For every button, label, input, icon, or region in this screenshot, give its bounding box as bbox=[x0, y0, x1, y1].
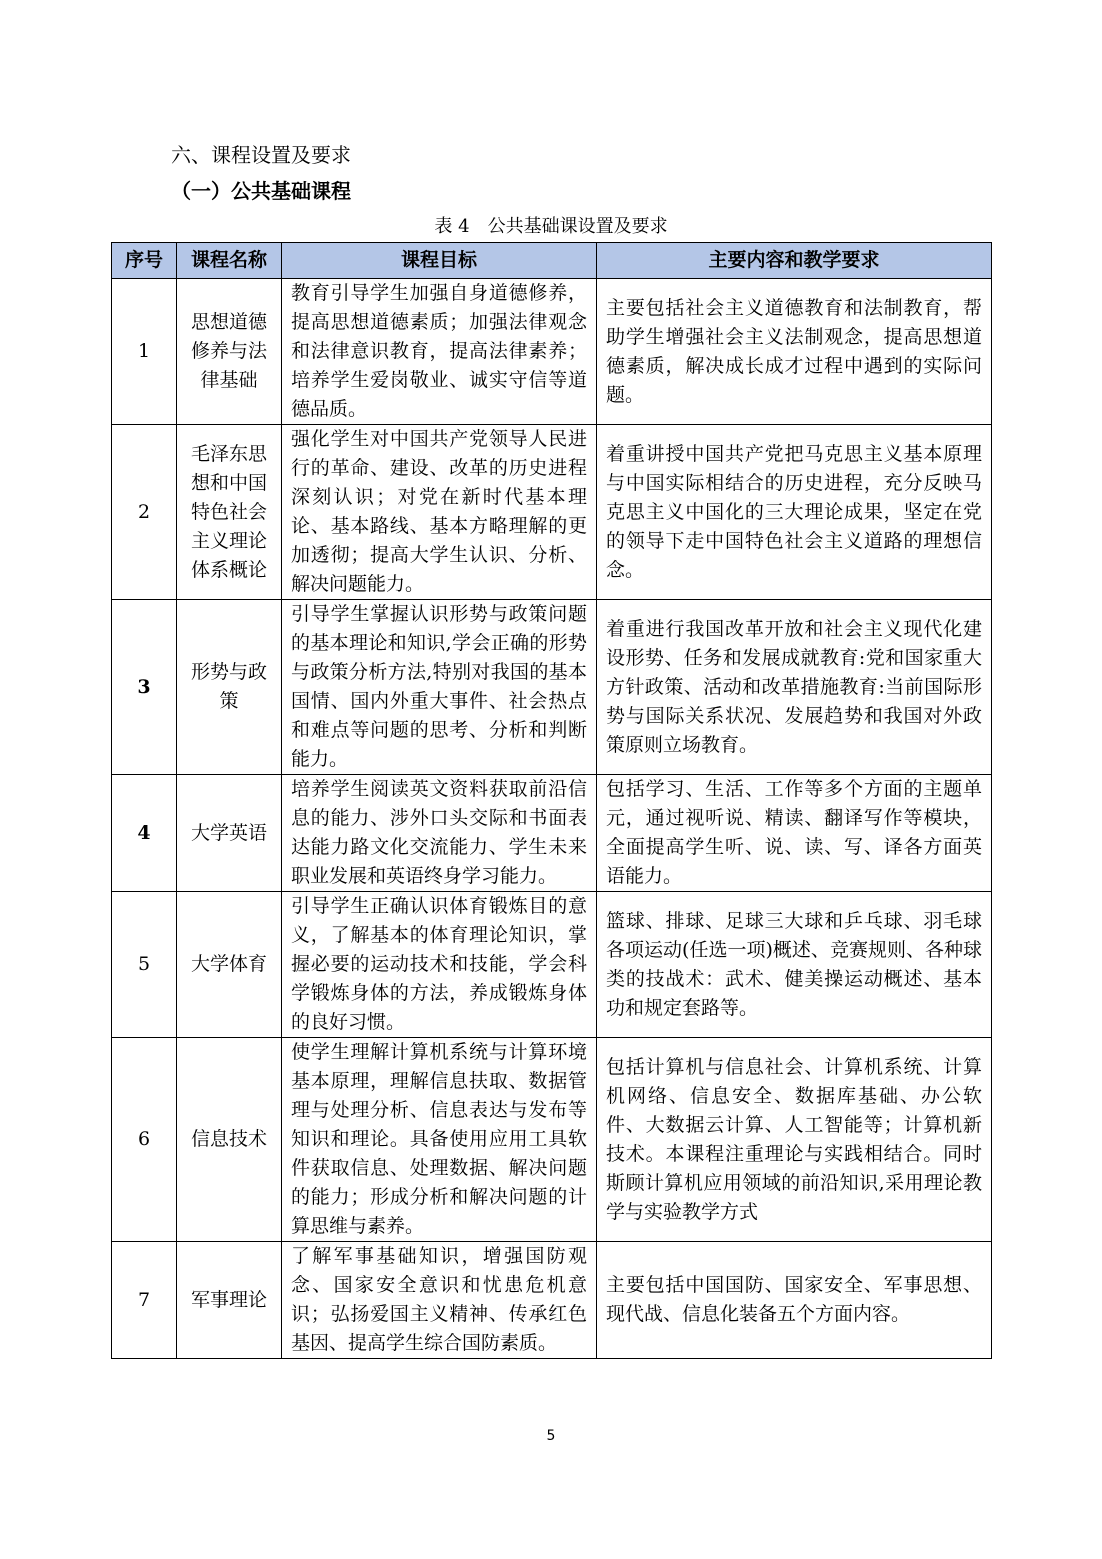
row-goal: 培养学生阅读英文资料获取前沿信息的能力、涉外口头交际和书面表达能力路文化交流能力、学生未来职业发展和英语终身学习能力。 bbox=[282, 775, 597, 892]
row-goal: 强化学生对中国共产党领导人民进行的革命、建设、改革的历史进程深刻认识；对党在新时代基本理论、基本路线、基本方略理解的更加透彻；提高大学生认识、分析、解决问题能力。 bbox=[282, 425, 597, 600]
row-name: 军事理论 bbox=[177, 1242, 282, 1359]
page-number: 5 bbox=[546, 1428, 556, 1444]
row-content: 包括学习、生活、工作等多个方面的主题单元，通过视听说、精读、翻译写作等模块，全面提高学生听、说、读、写、译各方面英语能力。 bbox=[597, 775, 992, 892]
row-no: 1 bbox=[112, 279, 177, 425]
row-content: 着重讲授中国共产党把马克思主义基本原理与中国实际相结合的历史进程，充分反映马克思主义中国化的三大理论成果，坚定在党的领导下走中国特色社会主义道路的理想信念。 bbox=[597, 425, 992, 600]
row-name: 信息技术 bbox=[177, 1038, 282, 1242]
subsection-heading: （一）公共基础课程 bbox=[171, 179, 351, 203]
row-content: 包括计算机与信息社会、计算机系统、计算机网络、信息安全、数据库基础、办公软件、大数据云计算、人工智能等；计算机新技术。本课程注重理论与实践相结合。同时斯顾计算机应用领域的前沿知识,采用理论教学与实验教学方式 bbox=[597, 1038, 992, 1242]
section-heading: 六、课程设置及要求 bbox=[171, 143, 351, 167]
row-goal: 教育引导学生加强自身道德修养，提高思想道德素质；加强法律观念和法律意识教育，提高法律素养；培养学生爱岗敬业、诚实守信等道德品质。 bbox=[282, 279, 597, 425]
row-goal: 了解军事基础知识，增强国防观念、国家安全意识和忧患危机意识；弘扬爱国主义精神、传承红色基因、提高学生综合国防素质。 bbox=[282, 1242, 597, 1359]
row-name: 形势与政策 bbox=[177, 600, 282, 775]
row-name: 大学英语 bbox=[177, 775, 282, 892]
header-content: 主要内容和教学要求 bbox=[597, 243, 992, 279]
row-name: 大学体育 bbox=[177, 892, 282, 1038]
table-row bbox=[112, 600, 992, 775]
table-row bbox=[112, 279, 992, 425]
table-row bbox=[112, 425, 992, 600]
header-no: 序号 bbox=[112, 243, 177, 279]
table-row bbox=[112, 892, 992, 1038]
table-row bbox=[112, 775, 992, 892]
row-content: 着重进行我国改革开放和社会主义现代化建设形势、任务和发展成就教育:党和国家重大方针政策、活动和改革措施教育:当前国际形势与国际关系状况、发展趋势和我国对外政策原则立场教育。 bbox=[597, 600, 992, 775]
row-name: 毛泽东思想和中国特色社会主义理论体系概论 bbox=[177, 425, 282, 600]
header-goal: 课程目标 bbox=[282, 243, 597, 279]
row-content: 主要包括社会主义道德教育和法制教育，帮助学生增强社会主义法制观念，提高思想道德素质，解决成长成才过程中遇到的实际问题。 bbox=[597, 279, 992, 425]
row-no: 5 bbox=[112, 892, 177, 1038]
row-content: 主要包括中国国防、国家安全、军事思想、现代战、信息化装备五个方面内容。 bbox=[597, 1242, 992, 1359]
header-name: 课程名称 bbox=[177, 243, 282, 279]
row-no: 4 bbox=[112, 775, 177, 892]
table-row bbox=[112, 1038, 992, 1242]
row-content: 篮球、排球、足球三大球和乒乓球、羽毛球各项运动(任选一项)概述、竞赛规则、各种球类的技战术：武术、健美操运动概述、基本功和规定套路等。 bbox=[597, 892, 992, 1038]
table-row bbox=[112, 1242, 992, 1359]
row-no: 2 bbox=[112, 425, 177, 600]
table-header-row bbox=[112, 243, 992, 279]
row-no: 3 bbox=[112, 600, 177, 775]
row-goal: 使学生理解计算机系统与计算环境基本原理，理解信息扶取、数据管理与处理分析、信息表达与发布等知识和理论。具备使用应用工具软件获取信息、处理数据、解决问题的能力；形成分析和解决问题的计算思维与素养。 bbox=[282, 1038, 597, 1242]
row-name: 思想道德修养与法律基础 bbox=[177, 279, 282, 425]
row-goal: 引导学生正确认识体育锻炼目的意义，了解基本的体育理论知识，掌握必要的运动技术和技能，学会科学锻炼身体的方法，养成锻炼身体的良好习惯。 bbox=[282, 892, 597, 1038]
row-goal: 引导学生掌握认识形势与政策问题的基本理论和知识,学会正确的形势与政策分析方法,特别对我国的基本国情、国内外重大事件、社会热点和难点等问题的思考、分析和判断能力。 bbox=[282, 600, 597, 775]
row-no: 7 bbox=[112, 1242, 177, 1359]
table-caption: 表 4 公共基础课设置及要求 bbox=[434, 216, 668, 237]
row-no: 6 bbox=[112, 1038, 177, 1242]
course-table bbox=[111, 242, 992, 1359]
